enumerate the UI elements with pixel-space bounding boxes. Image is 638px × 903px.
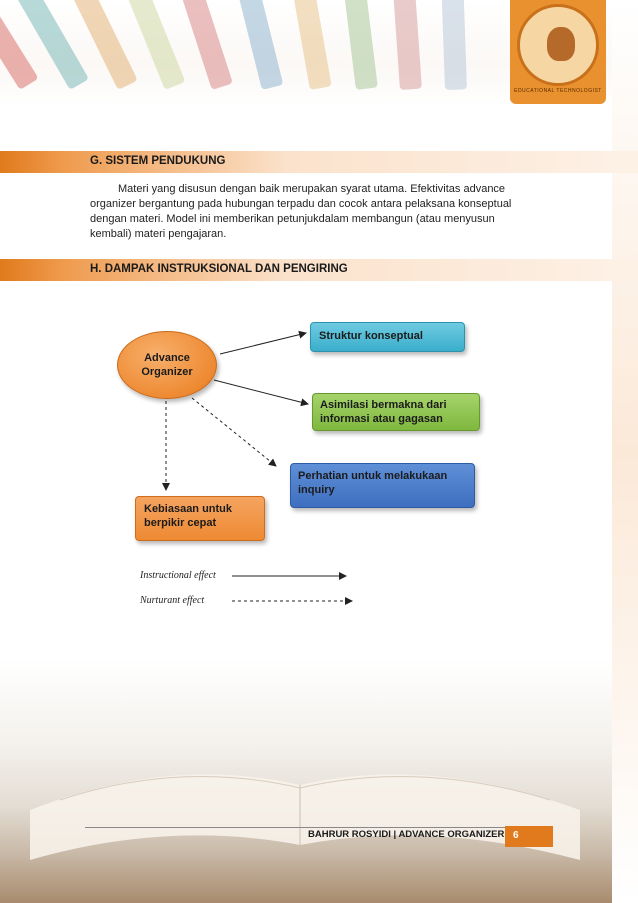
arrow-to-struktur	[220, 333, 306, 354]
portrait-icon	[547, 27, 575, 61]
arrow-to-asimilasi	[214, 380, 308, 404]
section-g-paragraph	[90, 182, 560, 242]
book-spine-decoration	[392, 0, 422, 90]
node-label: Asimilasi bermakna dari	[320, 399, 447, 411]
node-label: Perhatian untuk melakukaan	[298, 470, 448, 482]
logo-caption: EDUCATIONAL TECHNOLOGIST	[514, 88, 602, 94]
section-g-header	[0, 151, 638, 173]
footer-title: BAHRUR ROSYIDI | ADVANCE ORGANIZER	[308, 829, 505, 840]
book-pages-illustration	[0, 660, 612, 903]
paragraph-line: Materi yang disusun dengan baik merupakan syarat utama. Efektivitas advance	[118, 183, 506, 195]
paragraph-line: organizer bergantung pada hubungan terpadu dan cocok antara pelaksana konseptual	[90, 198, 512, 210]
section-h-title: H. DAMPAK INSTRUKSIONAL DAN PENGIRING	[90, 263, 348, 275]
kebiasaan-node	[135, 496, 265, 541]
open-book-image	[0, 660, 612, 903]
perhatian-node	[290, 463, 475, 508]
node-label: inquiry	[298, 484, 335, 496]
legend-instructional-label: Instructional effect	[140, 570, 216, 581]
paragraph-line: dengan materi. Model ini memberikan petunjukdalam membangun (atau menyusun	[90, 213, 495, 225]
arrow-to-perhatian	[192, 398, 276, 466]
node-label: Kebiasaan untuk	[144, 503, 233, 515]
node-label: Organizer	[141, 366, 193, 378]
asimilasi-node	[312, 393, 480, 431]
effects-diagram	[0, 300, 638, 630]
author-logo	[510, 0, 606, 104]
section-h-header	[0, 259, 638, 281]
section-g-title: G. SISTEM PENDUKUNG	[90, 155, 226, 167]
page-number: 6	[505, 826, 553, 847]
book-spine-decoration	[341, 0, 377, 90]
paragraph-line: kembali) materi pengajaran.	[90, 228, 227, 240]
book-spine-decoration	[441, 0, 467, 90]
book-spine-decoration	[289, 0, 332, 90]
node-label: Advance	[144, 352, 190, 364]
node-label: berpikir cepat	[144, 517, 217, 529]
node-label: Struktur konseptual	[319, 330, 423, 342]
node-label: informasi atau gagasan	[320, 413, 443, 425]
book-spine-decoration	[233, 0, 283, 90]
advance-organizer-node	[117, 331, 217, 399]
logo-seal	[517, 4, 599, 86]
footer-rule	[85, 827, 552, 828]
struktur-konseptual-node	[310, 322, 465, 352]
legend-nurturant-label: Nurturant effect	[140, 595, 205, 606]
